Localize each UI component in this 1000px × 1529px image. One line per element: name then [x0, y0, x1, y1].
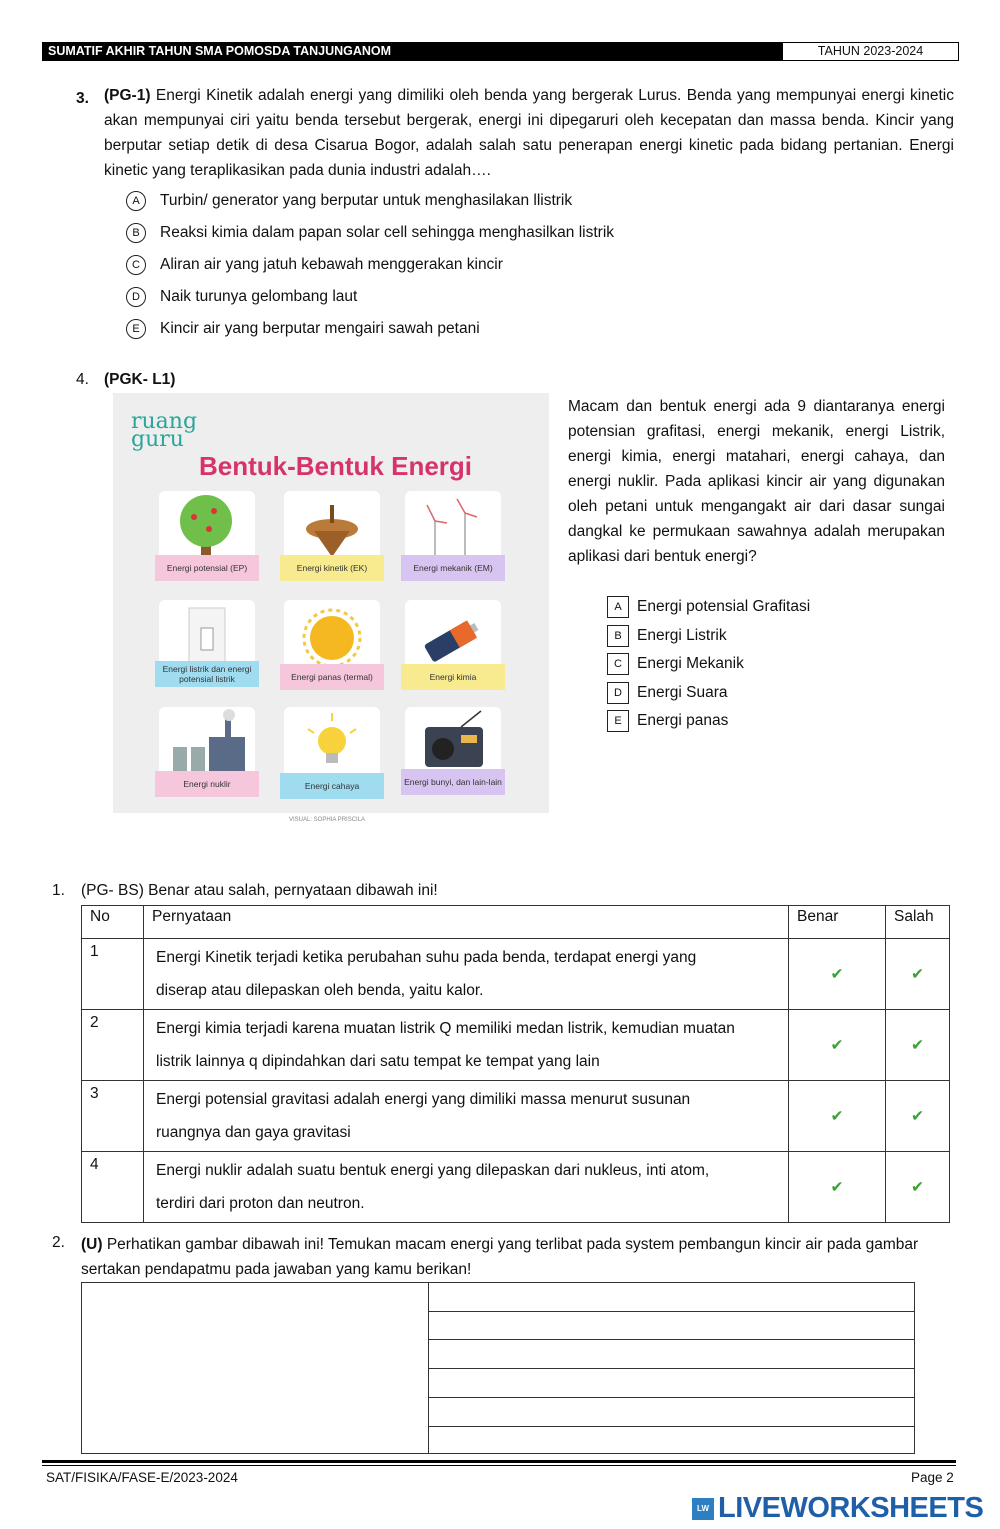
- true-check[interactable]: ✔: [789, 1152, 886, 1223]
- question-2-text: [81, 1232, 921, 1282]
- liveworksheets-logo: [692, 1492, 983, 1525]
- table-row: [82, 1081, 950, 1152]
- q4-option-a[interactable]: [607, 593, 937, 622]
- question-3-number: 3.: [76, 90, 89, 107]
- header-false: Salah: [886, 906, 950, 939]
- table-header: [82, 906, 950, 939]
- option-marker[interactable]: D: [126, 287, 146, 307]
- q4-option-c[interactable]: [607, 650, 937, 679]
- footer-divider-thin: [42, 1465, 956, 1466]
- row-number: 3: [82, 1081, 144, 1152]
- question-2-body: Perhatikan gambar dibawah ini! Temukan macam energi yang terlibat pada system pembangun kincir air pada gambar sertakan pendapatmu pada jawaban yang kamu berikan!: [81, 1236, 919, 1278]
- option-text: Energi Mekanik: [637, 655, 744, 673]
- footer-code: SAT/FISIKA/FASE-E/2023-2024: [46, 1470, 238, 1485]
- statement-line: Energi kimia terjadi karena muatan listrik Q memiliki medan listrik, kemudian muatan: [156, 1020, 735, 1037]
- false-check[interactable]: ✔: [886, 1152, 950, 1223]
- row-number: 1: [82, 939, 144, 1010]
- option-text: Aliran air yang jatuh kebawah menggerakan kincir: [160, 256, 503, 273]
- row-statement: [144, 1152, 789, 1223]
- true-false-table: [81, 905, 950, 1223]
- question-4-text: Macam dan bentuk energi ada 9 diantaranya energi potensian grafitasi, energi mekanik, energi Listrik, energi kimia, energi matahari, energi cahaya, dan energi nuklir. Pada aplikasi kincir air yang digunakan oleh petani untuk mengangakt air dari dasar sungai dangkal ke permukaan sawahnya adalah merupakan aplikasi dari bentuk energi?: [568, 398, 945, 565]
- statement-line: listrik lainnya q dipindahkan dari satu tempat ke tempat yang lain: [156, 1053, 600, 1070]
- q3-option-a[interactable]: [126, 185, 826, 217]
- statement-line: diserap atau dilepaskan oleh benda, yaitu kalor.: [156, 982, 484, 999]
- label-potential: Energi potensial (EP): [155, 555, 259, 581]
- false-check[interactable]: ✔: [886, 1081, 950, 1152]
- option-box[interactable]: E: [607, 710, 629, 732]
- answer-line[interactable]: [429, 1339, 914, 1340]
- true-check[interactable]: ✔: [789, 939, 886, 1010]
- question-4-number: 4.: [76, 371, 89, 388]
- row-number: 2: [82, 1010, 144, 1081]
- option-text: Kincir air yang berputar mengairi sawah petani: [160, 320, 480, 337]
- option-box[interactable]: A: [607, 596, 629, 618]
- header-statement: Pernyataan: [144, 906, 789, 939]
- infographic-title: Bentuk-Bentuk Energi: [199, 451, 473, 481]
- option-marker[interactable]: C: [126, 255, 146, 275]
- row-statement: [144, 939, 789, 1010]
- true-check[interactable]: ✔: [789, 1010, 886, 1081]
- statement-line: Energi Kinetik terjadi ketika perubahan suhu pada benda, terdapat energi yang: [156, 949, 697, 966]
- option-text: Energi panas: [637, 712, 729, 730]
- row-number: 4: [82, 1152, 144, 1223]
- infographic-credit: VISUAL: SOPHIA PRISCILA: [289, 817, 366, 823]
- label-kinetic: Energi kinetik (EK): [280, 555, 384, 581]
- option-box[interactable]: D: [607, 682, 629, 704]
- question-2-number: 2.: [52, 1234, 65, 1251]
- statement-line: terdiri dari proton dan neutron.: [156, 1195, 365, 1212]
- question-3-code: (PG-1): [104, 87, 151, 104]
- q4-option-d[interactable]: [607, 679, 937, 708]
- option-text: Turbin/ generator yang berputar untuk menghasilakan llistrik: [160, 192, 573, 209]
- ruangguru-logo: ruang guru: [131, 409, 198, 452]
- label-nuclear: Energi nuklir: [155, 771, 259, 797]
- answer-line[interactable]: [429, 1368, 914, 1369]
- option-marker[interactable]: E: [126, 319, 146, 339]
- question-1-text: (PG- BS) Benar atau salah, pernyataan dibawah ini!: [81, 882, 438, 899]
- option-text: Reaksi kimia dalam papan solar cell sehingga menghasilkan listrik: [160, 224, 615, 241]
- option-text: Naik turunya gelombang laut: [160, 288, 358, 305]
- row-statement: [144, 1081, 789, 1152]
- label-heat: Energi panas (termal): [280, 664, 384, 690]
- false-check[interactable]: ✔: [886, 1010, 950, 1081]
- option-box[interactable]: C: [607, 653, 629, 675]
- q3-option-c[interactable]: [126, 249, 826, 281]
- liveworksheets-badge-icon: LW: [692, 1498, 714, 1520]
- answer-line[interactable]: [429, 1311, 914, 1312]
- footer-divider: [42, 1460, 956, 1463]
- header-year: TAHUN 2023-2024: [782, 42, 959, 61]
- row-statement: [144, 1010, 789, 1081]
- true-check[interactable]: ✔: [789, 1081, 886, 1152]
- label-light: Energi cahaya: [280, 773, 384, 799]
- header-no: No: [82, 906, 144, 939]
- option-text: Energi potensial Grafitasi: [637, 598, 811, 616]
- label-electric: Energi listrik dan energi potensial listrik: [155, 661, 259, 687]
- question-3-text: [104, 83, 954, 183]
- option-text: Energi Suara: [637, 683, 728, 701]
- label-chemical: Energi kimia: [401, 664, 505, 690]
- q3-option-b[interactable]: [126, 217, 826, 249]
- q4-option-b[interactable]: [607, 622, 937, 651]
- question-4-code: (PGK- L1): [104, 371, 176, 388]
- q3-option-e[interactable]: [126, 313, 826, 345]
- header-true: Benar: [789, 906, 886, 939]
- q3-option-d[interactable]: [126, 281, 826, 313]
- liveworksheets-wordmark: LIVEWORKSHEETS: [718, 1492, 984, 1524]
- page-number: Page 2: [911, 1470, 954, 1485]
- table-row: [82, 1010, 950, 1081]
- option-marker[interactable]: A: [126, 191, 146, 211]
- answer-line[interactable]: [429, 1397, 914, 1398]
- option-marker[interactable]: B: [126, 223, 146, 243]
- question-1-number: 1.: [52, 882, 65, 899]
- table-row: [82, 939, 950, 1010]
- answer-table: [81, 1282, 915, 1454]
- label-mechanical: Energi mekanik (EM): [401, 555, 505, 581]
- question-4-options: [607, 593, 937, 736]
- option-box[interactable]: B: [607, 625, 629, 647]
- label-sound: Energi bunyi, dan lain-lain: [401, 769, 505, 795]
- question-3-body: Energi Kinetik adalah energi yang dimiliki oleh benda yang bergerak Lurus. Benda yang mempunyai energi kinetic akan mempunyai ciri yaitu benda tersebut bergerak, energi ini dipegaruri oleh kecepatan dan massa benda. Kincir yang berputar setiap detik di desa Cisarua Bogor, adalah salah satu penerapan energi kinetic pada bidang pertanian. Energi kinetic yang teraplikasikan pada dunia industri adalah….: [104, 87, 954, 179]
- statement-line: ruangnya dan gaya gravitasi: [156, 1124, 351, 1141]
- statement-line: Energi nuklir adalah suatu bentuk energi yang dilepaskan dari nukleus, inti atom,: [156, 1162, 710, 1179]
- q4-option-e[interactable]: [607, 707, 937, 736]
- option-text: Energi Listrik: [637, 626, 727, 644]
- question-2-code: (U): [81, 1236, 103, 1253]
- answer-line[interactable]: [429, 1426, 914, 1427]
- table-row: [82, 1152, 950, 1223]
- statement-line: Energi potensial gravitasi adalah energi yang dimiliki massa menurut susunan: [156, 1091, 691, 1108]
- false-check[interactable]: ✔: [886, 939, 950, 1010]
- energy-infographic: [113, 393, 549, 823]
- header-title: SUMATIF AKHIR TAHUN SMA POMOSDA TANJUNGANOM: [42, 42, 782, 61]
- question-3-options: [126, 185, 826, 345]
